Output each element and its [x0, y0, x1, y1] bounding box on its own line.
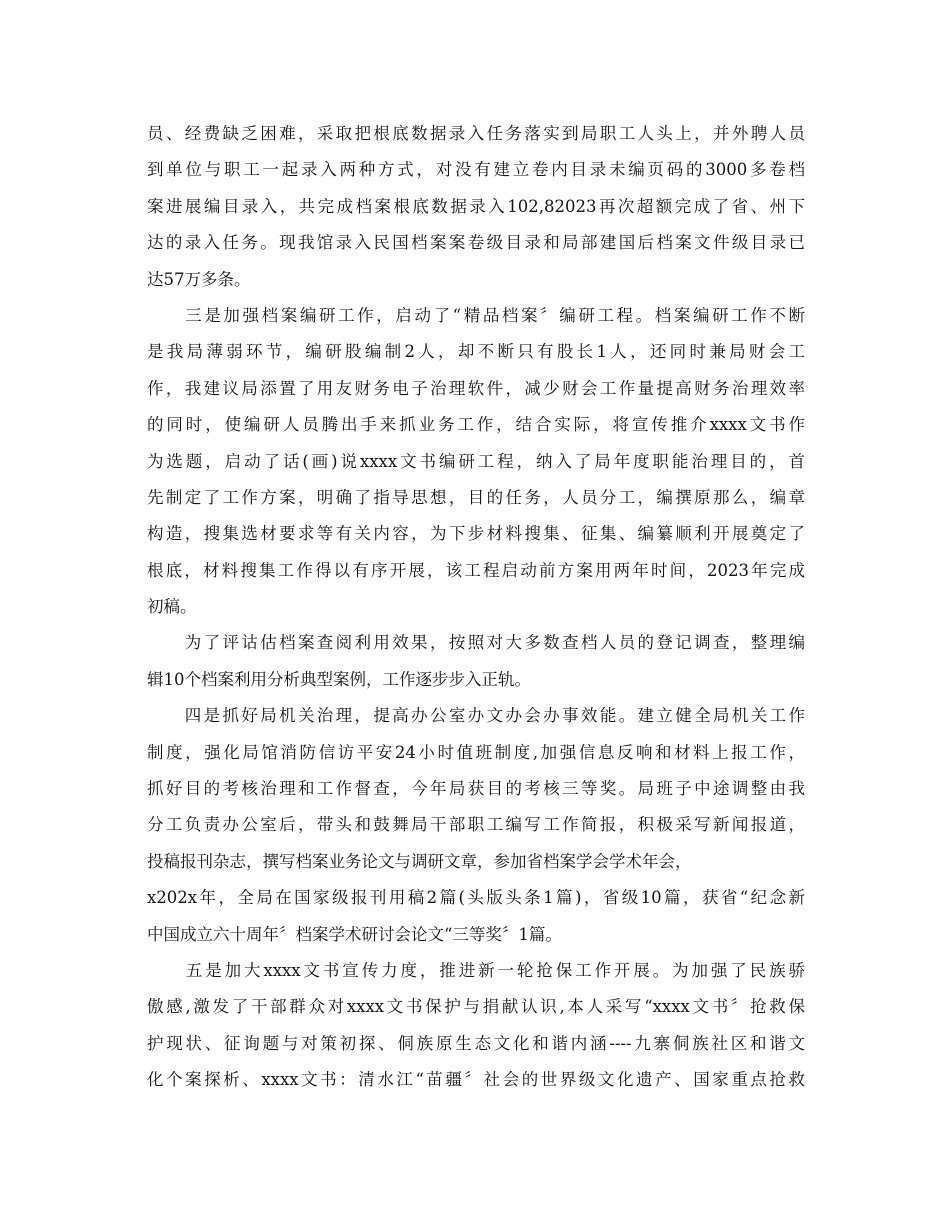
- text-line: 护现状、征询题与对策初探、侗族原生态文化和谐内涵----九寨侗族社区和谐文: [147, 1033, 805, 1053]
- text-line: 到单位与职工一起录入两种方式，对没有建立卷内目录未编页码的3000多卷档: [147, 160, 805, 180]
- text-line: 是我局薄弱环节，编研股编制2人，却不断只有股长1人，还同时兼局财会工: [147, 342, 805, 362]
- text-line: 三是加强档案编研工作，启动了“精品档案〞编研工程。档案编研工作不断: [147, 305, 805, 325]
- text-line: 抓好目的考核治理和工作督查，今年局获目的考核三等奖。局班子中途调整由我: [147, 779, 805, 799]
- text-line: 制度，强化局馆消防信访平安24小时值班制度,加强信息反响和材料上报工作，: [147, 742, 805, 762]
- text-line: 员、经费缺乏困难，采取把根底数据录入任务落实到局职工人头上，并外聘人员: [147, 124, 805, 143]
- text-line: 投稿报刊杂志，撰写档案业务论文与调研文章，参加省档案学会学术年会，: [147, 851, 692, 871]
- text-line: 四是抓好局机关治理，提高办公室办文办会办事效能。建立健全局机关工作: [147, 706, 805, 726]
- text-line: 中国成立六十周年〞档案学术研讨会论文“三等奖〞1篇。: [147, 924, 562, 944]
- text-line: 为了评诂估档案查阅利用效果，按照对大多数查档人员的登记调查，整理编: [147, 633, 805, 653]
- text-line: 案进展编目录入，共完成档案根底数据录入102,82023再次超额完成了省、州下: [147, 196, 805, 216]
- text-line: 辑10个档案利用分析典型案例，工作逐步步入正轨。: [147, 669, 531, 689]
- text-line: 五是加大xxxx文书宣传力度，推进新一轮抢保工作开展。为加强了民族骄: [147, 960, 805, 980]
- text-line: 先制定了工作方案，明确了指导思想，目的任务，人员分工，编撰原那么，编章: [147, 487, 805, 507]
- text-line: 初稿。: [147, 597, 197, 617]
- text-line: 傲感,激发了干部群众对xxxx文书保护与捐献认识,本人采写“xxxx文书〞抢救保: [147, 997, 805, 1017]
- text-line: 达57万多条。: [147, 269, 251, 289]
- text-line: 作，我建议局添置了用友财务电子治理软件，减少财会工作量提高财务治理效率: [147, 378, 805, 398]
- text-line: x202x年，全局在国家级报刊用稿2篇(头版头条1篇)，省级10篇，获省“纪念新: [147, 888, 805, 908]
- text-line: 为选题，启动了话(画)说xxxx文书编研工程，纳入了局年度职能治理目的，首: [147, 451, 805, 471]
- text-line: 构造，搜集选材要求等有关内容，为下步材料搜集、征集、编纂顺利开展奠定了: [147, 524, 805, 544]
- text-line: 达的录入任务。现我馆录入民国档案案卷级目录和局部建国后档案文件级目录已: [147, 233, 805, 253]
- text-line: 分工负责办公室后，带头和鼓舞局干部职工编写工作简报，积极采写新闻报道，: [147, 815, 805, 835]
- text-line: 的同时，使编研人员腾出手来抓业务工作，结合实际，将宣传推介xxxx文书作: [147, 415, 805, 435]
- document-body: [147, 116, 805, 1099]
- text-line: 化个案探析、xxxx文书：清水江“苗疆〞社会的世界级文化遗产、国家重点抢救: [147, 1070, 805, 1090]
- text-line: 根底，材料搜集工作得以有序开展，该工程启动前方案用两年时间，2023年完成: [147, 560, 805, 580]
